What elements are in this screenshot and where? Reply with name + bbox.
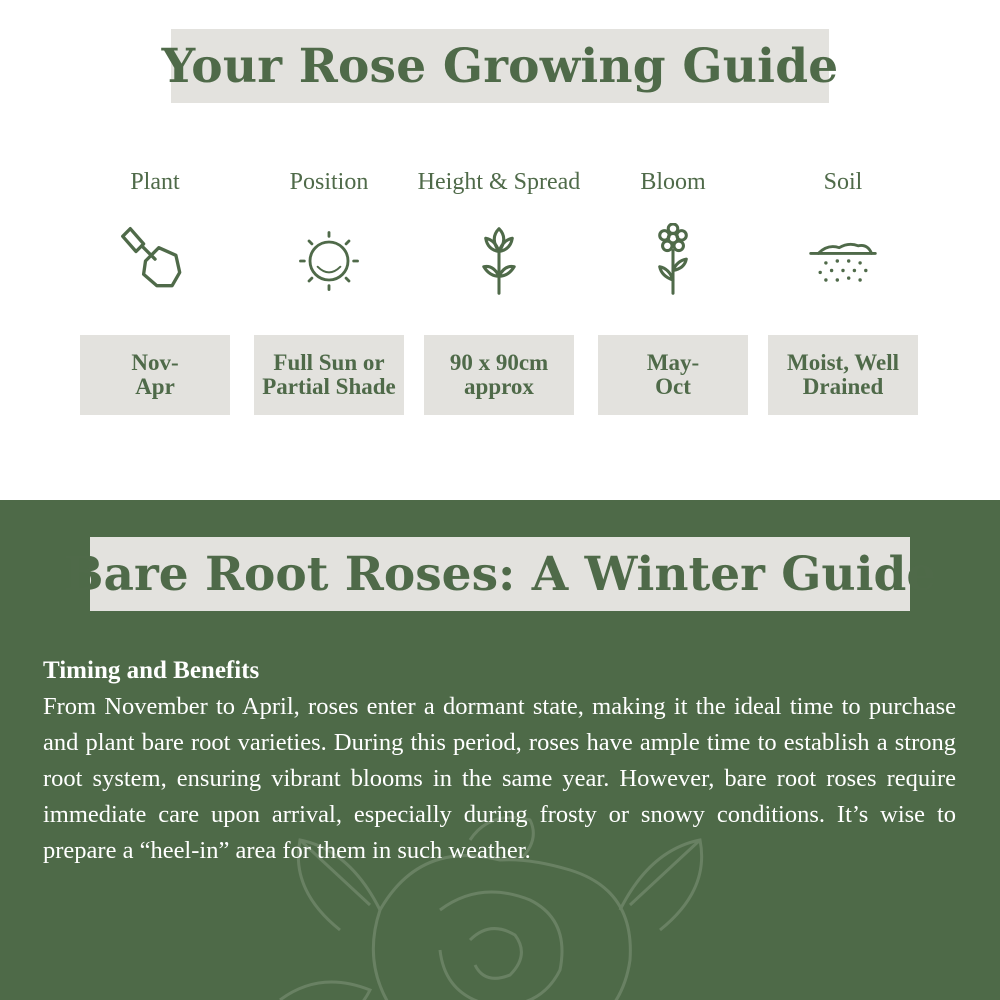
guide-title: Your Rose Growing Guide bbox=[161, 38, 839, 94]
position-label: Position bbox=[289, 169, 369, 195]
bloom-label: Bloom bbox=[640, 169, 706, 195]
soil-value: Moist, Well Drained bbox=[786, 350, 899, 399]
position-value-box bbox=[254, 335, 404, 415]
soil-column bbox=[743, 160, 943, 306]
seedling-icon bbox=[399, 216, 599, 306]
soil-label: Soil bbox=[823, 169, 863, 195]
plant-value-box bbox=[80, 335, 230, 415]
soil-icon bbox=[743, 216, 943, 306]
trowel-icon bbox=[55, 216, 255, 306]
guide-title-banner bbox=[161, 29, 839, 103]
position-value: Full Sun or Partial Shade bbox=[262, 350, 396, 399]
height-spread-label: Height & Spread bbox=[417, 169, 581, 195]
bloom-value: May- Oct bbox=[646, 350, 700, 399]
plant-value: Nov- Apr bbox=[131, 350, 179, 399]
height-spread-value-box bbox=[424, 335, 574, 415]
height-spread-column bbox=[399, 160, 599, 306]
winter-guide-section bbox=[0, 500, 1000, 1000]
section-heading: Timing and Benefits bbox=[43, 657, 260, 684]
winter-content bbox=[43, 653, 956, 869]
height-spread-value: 90 x 90cm approx bbox=[449, 350, 549, 399]
section-body: From November to April, roses enter a dormant state, making it the ideal time to purchase and plant bare root varieties. During this period, roses have ample time to establish a strong root system, ensuring vibrant blooms in the same year. However, bare root roses require immediate care upon arrival, especially during frosty or snowy conditions. It’s wise to prepare a “heel-in” area for them in such weather. bbox=[43, 693, 956, 864]
winter-title-banner bbox=[63, 537, 937, 611]
soil-value-box bbox=[768, 335, 918, 415]
bloom-value-box bbox=[598, 335, 748, 415]
winter-title: Bare Root Roses: A Winter Guide bbox=[63, 546, 937, 602]
plant-label: Plant bbox=[130, 169, 180, 195]
plant-column bbox=[55, 160, 255, 306]
